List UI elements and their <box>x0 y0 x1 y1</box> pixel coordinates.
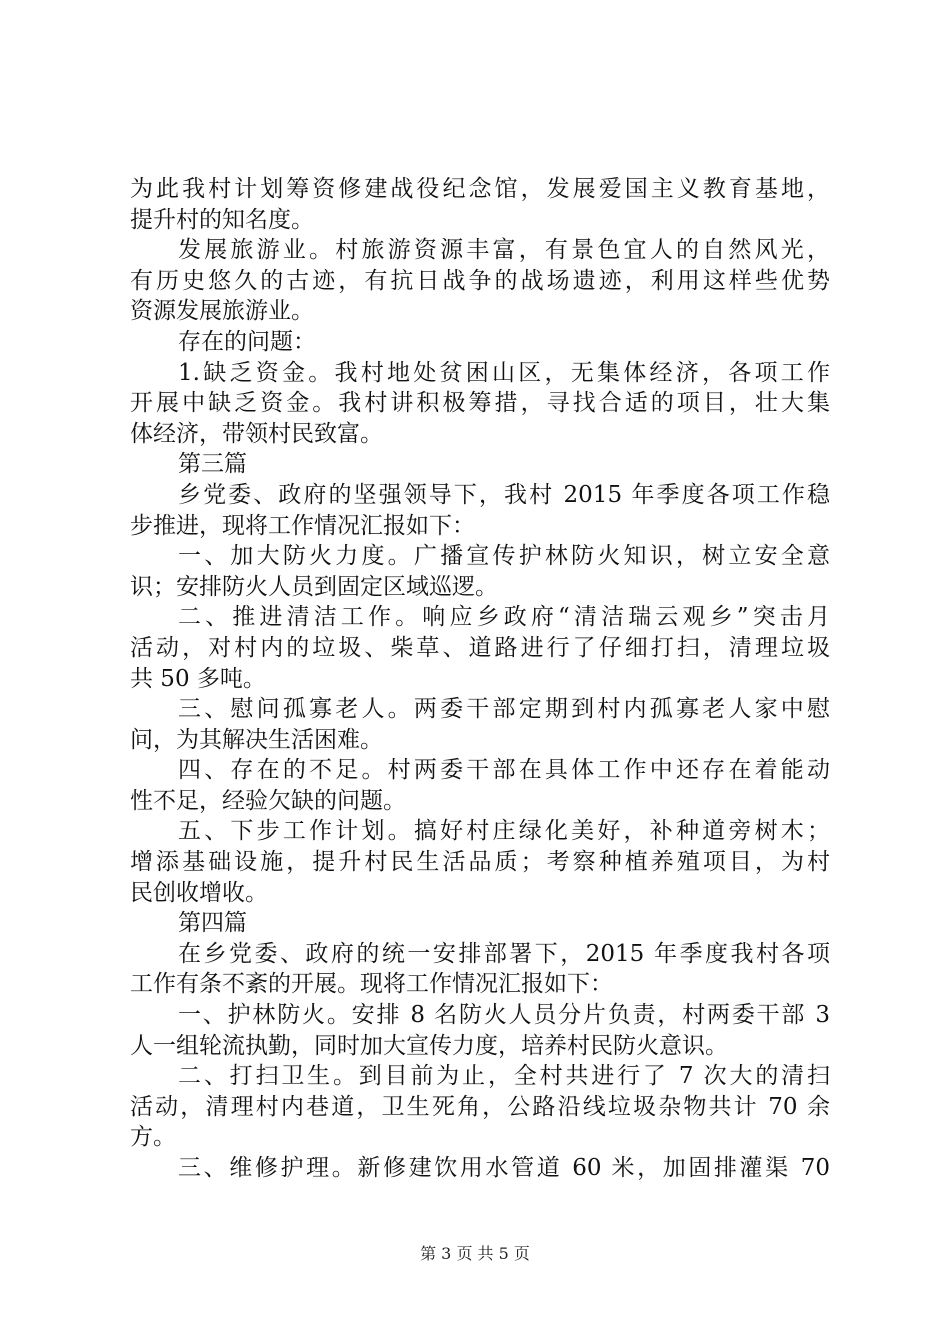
text-line: 1.缺乏资金。我村地处贫困山区，无集体经济，各项工作 <box>178 359 830 386</box>
text-line: 识；安排防火人员到固定区域巡逻。 <box>130 573 498 600</box>
text-line: 资源发展旅游业。 <box>130 298 314 325</box>
text-line: 存在的问题： <box>178 328 316 355</box>
text-line: 开展中缺乏资金。我村讲积极筹措，寻找合适的项目，壮大集 <box>130 390 830 417</box>
text-line: 增添基础设施，提升村民生活品质；考察种植养殖项目，为村 <box>130 849 830 876</box>
text-line: 在乡党委、政府的统一安排部署下，2015 年季度我村各项 <box>178 940 830 967</box>
text-line: 五、下步工作计划。搞好村庄绿化美好，补种道旁树木； <box>178 818 830 845</box>
document-body <box>130 174 830 1184</box>
text-line: 活动，清理村内巷道，卫生死角，公路沿线垃圾杂物共计 70 余 <box>130 1093 830 1120</box>
text-line: 有历史悠久的古迹，有抗日战争的战场遗迹，利用这样些优势 <box>130 267 830 294</box>
text-line: 三、慰问孤寡老人。两委干部定期到村内孤寡老人家中慰 <box>178 696 830 723</box>
text-line: 为此我村计划筹资修建战役纪念馆，发展爱国主义教育基地， <box>130 176 830 202</box>
text-line: 提升村的知名度。 <box>130 206 314 233</box>
text-line: 二、打扫卫生。到目前为止，全村共进行了 7 次大的清扫 <box>178 1063 830 1090</box>
page-footer: 第 3 页 共 5 页 <box>420 1244 530 1263</box>
text-line: 问，为其解决生活困难。 <box>130 726 383 753</box>
text-line: 二、推进清洁工作。响应乡政府“清洁瑞云观乡”突击月 <box>178 604 830 631</box>
text-line: 共 50 多吨。 <box>130 665 266 692</box>
text-line: 发展旅游业。村旅游资源丰富，有景色宜人的自然风光， <box>178 237 830 264</box>
text-line: 三、维修护理。新修建饮用水管道 60 米，加固排灌渠 70 <box>178 1155 830 1181</box>
text-line: 方。 <box>130 1124 176 1151</box>
text-line: 四、存在的不足。村两委干部在具体工作中还存在着能动 <box>178 757 830 784</box>
text-line: 人一组轮流执勤，同时加大宣传力度，培养村民防火意识。 <box>130 1032 728 1059</box>
text-line: 性不足，经验欠缺的问题。 <box>130 787 406 814</box>
text-line: 民创收增收。 <box>130 879 268 906</box>
text-line: 第三篇 <box>178 451 247 478</box>
text-line: 活动，对村内的垃圾、柴草、道路进行了仔细打扫，清理垃圾 <box>130 634 830 661</box>
text-line: 乡党委、政府的坚强领导下，我村 2015 年季度各项工作稳 <box>178 481 830 508</box>
text-line: 一、护林防火。安排 8 名防火人员分片负责，村两委干部 3 <box>178 1002 830 1029</box>
text-line: 第四篇 <box>178 910 247 937</box>
text-line: 体经济，带领村民致富。 <box>130 420 383 447</box>
text-line: 步推进，现将工作情况汇报如下： <box>130 512 475 539</box>
text-line: 工作有条不紊的开展。现将工作情况汇报如下： <box>130 971 613 998</box>
text-line: 一、加大防火力度。广播宣传护林防火知识，树立安全意 <box>178 543 830 570</box>
